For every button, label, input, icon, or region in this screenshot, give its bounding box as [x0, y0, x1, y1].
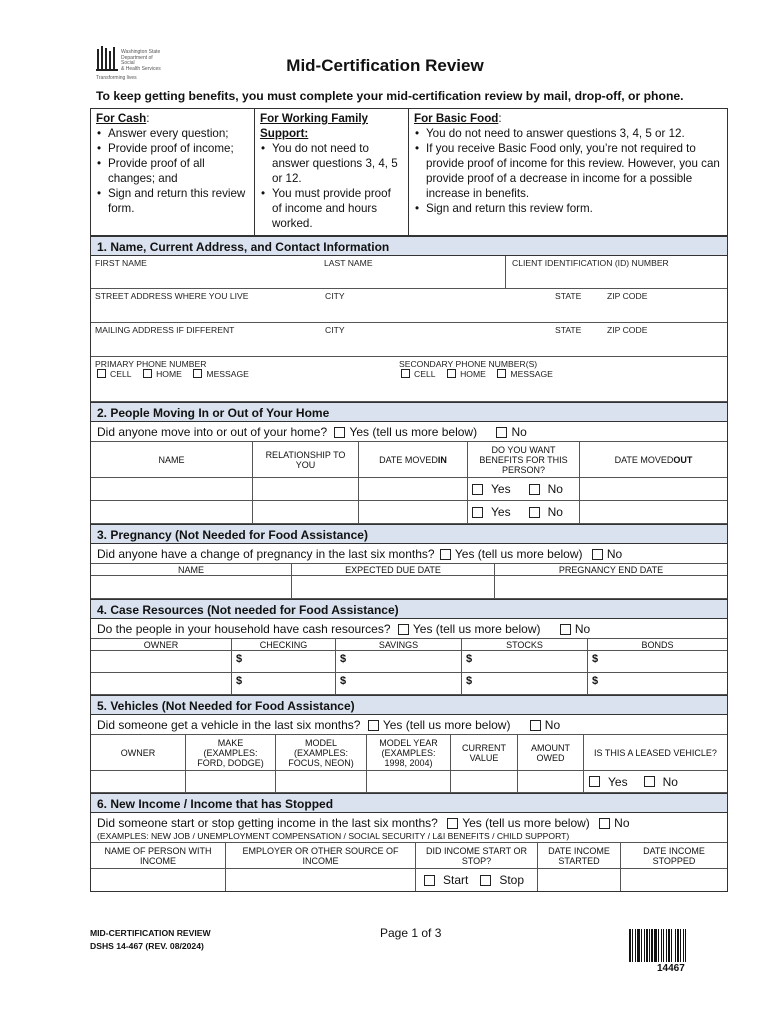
col-date-stopped: DATE INCOME STOPPED [643, 845, 705, 866]
cash-heading: For Cash [96, 112, 147, 125]
section-3-header: 3. Pregnancy (Not Needed for Food Assistance) [91, 524, 727, 544]
col-make: MAKE (EXAMPLES: FORD, DODGE) [186, 735, 276, 770]
form-id: DSHS 14-467 (REV. 08/2024) [90, 941, 204, 951]
benefits-no-checkbox[interactable] [529, 484, 540, 495]
benefits-no-checkbox[interactable] [529, 507, 540, 518]
state-field[interactable]: STATE [555, 291, 582, 301]
col-owner: OWNER [91, 735, 186, 770]
cash-instructions: For Cash: • Answer every question; • Provide proof of income; • Provide proof of all changes; and • Sign and return this review form. [91, 109, 255, 235]
benefits-yes-checkbox[interactable] [472, 507, 483, 518]
income-stop-checkbox[interactable] [480, 875, 491, 886]
mailing-address-field[interactable]: MAILING ADDRESS IF DIFFERENT [95, 325, 235, 335]
page-number: Page 1 of 3 [380, 926, 442, 940]
table-row: $ $ $ $ [91, 673, 727, 695]
resources-no-checkbox[interactable] [560, 624, 571, 635]
vehicle-question: Did someone get a vehicle in the last six months? Yes (tell us more below) No [91, 715, 727, 735]
table-row [91, 576, 727, 599]
secondary-home-checkbox[interactable] [447, 369, 456, 378]
col-person-name: NAME OF PERSON WITH INCOME [91, 843, 226, 868]
barcode-bar [686, 929, 688, 962]
list-item: • You must provide proof of income and hours worked. [260, 186, 403, 231]
income-yes-checkbox[interactable] [447, 818, 458, 829]
list-item: • Provide proof of all changes; and [96, 156, 249, 186]
table-row: $ $ $ $ [91, 651, 727, 673]
form-identifier [90, 927, 211, 953]
primary-home-checkbox[interactable] [143, 369, 152, 378]
list-item: • Answer every question; [96, 126, 249, 141]
col-model: MODEL (EXAMPLES: FOCUS, NEON) [276, 735, 367, 770]
income-no-checkbox[interactable] [599, 818, 610, 829]
income-question: Did someone start or stop getting income in the last six months? Yes (tell us more below) No [97, 816, 630, 830]
income-examples: (EXAMPLES: NEW JOB / UNEMPLOYMENT COMPENSATION / SOCIAL SECURITY / L&I BENEFITS / CHILD SUPPORT) [97, 831, 570, 841]
review-form [90, 236, 728, 892]
col-date-out: DATE MOVED OUT [614, 454, 693, 465]
col-bonds: BONDS [641, 639, 674, 650]
list-item: • Sign and return this review form. [414, 201, 722, 216]
col-savings: SAVINGS [336, 639, 462, 650]
pregnancy-question: Did anyone have a change of pregnancy in the last six months? Yes (tell us more below) No [91, 544, 727, 564]
last-name-field[interactable]: LAST NAME [320, 256, 506, 288]
leased-yes-checkbox[interactable] [589, 776, 600, 787]
form-name: MID-CERTIFICATION REVIEW [90, 928, 211, 938]
col-date-in: DATE MOVED IN [359, 442, 468, 477]
section-2-header: 2. People Moving In or Out of Your Home [91, 402, 727, 422]
col-model-year: MODEL YEAR (EXAMPLES: 1998, 2004) [367, 735, 451, 770]
list-item: • Sign and return this review form. [96, 186, 249, 216]
wfs-instructions [255, 109, 409, 235]
section-4-header: 4. Case Resources (Not needed for Food Assistance) [91, 599, 727, 619]
list-item: • You do not need to answer questions 3, 4, 5 or 12. [414, 126, 722, 141]
pregnancy-no-checkbox[interactable] [592, 549, 603, 560]
col-leased: IS THIS A LEASED VEHICLE? [594, 747, 717, 758]
benefits-yes-checkbox[interactable] [472, 484, 483, 495]
vehicle-no-checkbox[interactable] [530, 720, 541, 731]
col-want-benefits: DO YOU WANT BENEFITS FOR THIS PERSON? [468, 442, 580, 477]
leased-no-checkbox[interactable] [644, 776, 655, 787]
section-5-header: 5. Vehicles (Not Needed for Food Assistance) [91, 695, 727, 715]
primary-cell-checkbox[interactable] [97, 369, 106, 378]
secondary-cell-checkbox[interactable] [401, 369, 410, 378]
street-address-field[interactable]: STREET ADDRESS WHERE YOU LIVE [95, 291, 249, 301]
col-owner: OWNER [91, 639, 232, 650]
col-date-started: DATE INCOME STARTED [538, 843, 621, 868]
col-end-date: PREGNANCY END DATE [558, 564, 664, 575]
col-name: NAME [91, 564, 292, 575]
table-row: Yes No [91, 478, 727, 501]
section-6-header: 6. New Income / Income that has Stopped [91, 793, 727, 813]
vehicle-yes-checkbox[interactable] [368, 720, 379, 731]
page-title: Mid-Certification Review [286, 56, 484, 75]
food-instructions: For Basic Food: • You do not need to answer questions 3, 4, 5 or 12. • If you receive Basic Food only, you’re not required to provide proof of income for this review. However, you can provide proof of a decrease in income for a possible increase in benefits. • Sign and return this review form. [409, 109, 727, 235]
section-1-header: 1. Name, Current Address, and Contact Information [91, 236, 727, 256]
first-name-field[interactable]: FIRST NAME [95, 258, 147, 268]
barcode-number: 14467 [657, 963, 685, 974]
col-amount-owed: AMOUNT OWED [518, 735, 584, 770]
col-income-source: EMPLOYER OR OTHER SOURCE OF INCOME [226, 843, 416, 868]
table-row: Yes No [91, 771, 727, 793]
city-field[interactable]: CITY [325, 291, 345, 301]
logo-tagline: Transforming lives [96, 75, 137, 81]
col-checking: CHECKING [232, 639, 336, 650]
secondary-message-checkbox[interactable] [497, 369, 506, 378]
list-item: • You do not need to answer questions 3, 4, 5 or 12. [260, 141, 403, 186]
income-start-checkbox[interactable] [424, 875, 435, 886]
list-item: • Provide proof of income; [96, 141, 249, 156]
mailing-state-field[interactable]: STATE [555, 325, 582, 335]
mailing-city-field[interactable]: CITY [325, 325, 345, 335]
mailing-zip-field[interactable]: ZIP CODE [607, 325, 648, 335]
moving-no-checkbox[interactable] [496, 427, 507, 438]
primary-message-checkbox[interactable] [193, 369, 202, 378]
logo-line: Department of Social [121, 54, 153, 66]
table-row: Yes No [91, 501, 727, 524]
client-id-field[interactable]: CLIENT IDENTIFICATION (ID) NUMBER [512, 258, 669, 268]
col-due-date: EXPECTED DUE DATE [292, 564, 495, 575]
pregnancy-yes-checkbox[interactable] [440, 549, 451, 560]
page-subtitle: To keep getting benefits, you must complete your mid-certification review by mail, drop-off, or phone. [96, 89, 684, 103]
col-start-stop: DID INCOME START OR STOP? [416, 843, 538, 868]
col-relationship: RELATIONSHIP TO YOU [253, 442, 359, 477]
col-current-value: CURRENT VALUE [451, 735, 518, 770]
moving-question: Did anyone move into or out of your home? Yes (tell us more below) No [91, 422, 727, 442]
barcode [629, 929, 715, 962]
moving-yes-checkbox[interactable] [334, 427, 345, 438]
wfs-heading: For Working Family Support: [260, 112, 369, 140]
list-item: • If you receive Basic Food only, you’re not required to provide proof of income for this review. However, you can provide proof of a decrease in income for a possible increase in benefits. [414, 141, 722, 201]
logo-line: & Health Services [121, 65, 161, 72]
program-instructions [90, 108, 728, 236]
col-stocks: STOCKS [462, 639, 588, 650]
logo-line: Washington State [121, 49, 161, 55]
table-row: Start Stop [91, 869, 727, 891]
resources-question: Do the people in your household have cash resources? Yes (tell us more below) No [91, 619, 727, 639]
zip-field[interactable]: ZIP CODE [607, 291, 648, 301]
resources-yes-checkbox[interactable] [398, 624, 409, 635]
primary-phone-field[interactable]: PRIMARY PHONE NUMBER CELL HOME MESSAGE [95, 359, 249, 379]
food-heading: For Basic Food [414, 112, 499, 125]
secondary-phone-field[interactable]: SECONDARY PHONE NUMBER(S) CELL HOME MESSAGE [399, 359, 553, 379]
col-name: NAME [91, 442, 253, 477]
